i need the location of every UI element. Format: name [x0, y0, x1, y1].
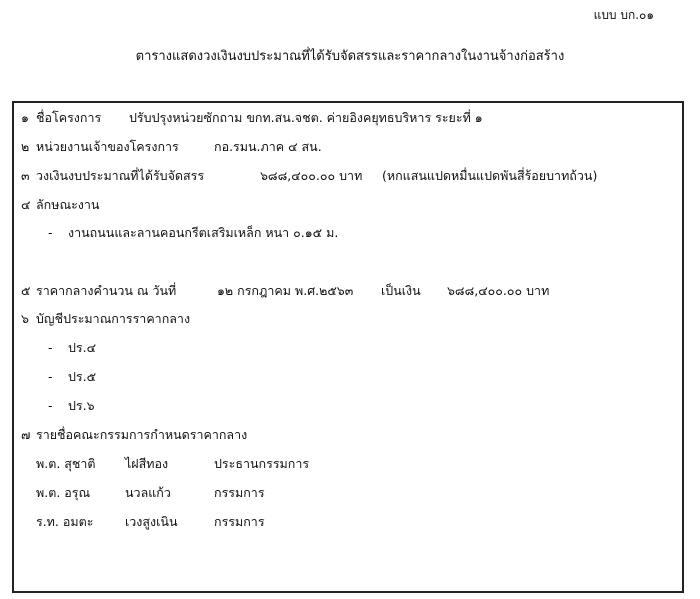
member-role: กรรมการ: [214, 485, 265, 500]
item-number: ๕: [21, 283, 31, 298]
item-number: ๓: [21, 168, 30, 183]
reference-date: ๑๒ กรกฎาคม พ.ศ.๒๕๖๓: [217, 283, 354, 298]
document-title: ตารางแสดงวงเงินงบประมาณที่ได้รับจัดสรรและราคากลางในงานจ้างก่อสร้าง: [135, 49, 565, 64]
budget-amount: ๖๘๘,๔๐๐.๐๐ บาท: [260, 168, 363, 183]
row-work: [14, 195, 674, 215]
bill-entry: ปร.๕: [68, 369, 97, 384]
member-surname: ไฝสีทอง: [125, 456, 169, 471]
money-label: เป็นเงิน: [381, 283, 421, 298]
member-name: ร.ท. อมตะ: [36, 514, 94, 529]
member-role: ประธานกรรมการ: [214, 456, 310, 471]
list-item: [14, 396, 674, 416]
item-label: บัญชีประมาณการราคากลาง: [36, 311, 191, 326]
item-number: ๔: [21, 197, 31, 212]
details-frame: [12, 101, 684, 593]
item-label: ราคากลางคำนวน ณ วันที่: [36, 283, 177, 298]
owner-name: กอ.รมน.ภาค ๔ สน.: [214, 139, 322, 154]
member-name: พ.ต. อรุณ: [36, 485, 91, 500]
committee-member: [14, 483, 674, 503]
member-name: พ.ต. สุชาติ: [36, 456, 96, 471]
bill-entry: ปร.๔: [68, 340, 97, 355]
item-number: ๑: [21, 110, 29, 125]
budget-amount-words: (หกแสนแปดหมื่นแปดพันสี่ร้อยบาทถ้วน): [382, 168, 598, 183]
member-surname: นวลแก้ว: [125, 485, 171, 500]
member-role: กรรมการ: [214, 514, 265, 529]
item-label: รายชื่อคณะกรรมการกำหนดราคากลาง: [36, 427, 248, 442]
row-reference-price: [14, 281, 674, 301]
bullet-dash: -: [48, 225, 53, 240]
item-number: ๗: [21, 427, 31, 442]
committee-member: [14, 512, 674, 532]
item-label: หน่วยงานเจ้าของโครงการ: [36, 139, 179, 154]
committee-member: [14, 454, 674, 474]
bullet-dash: -: [48, 369, 53, 384]
list-item: [14, 338, 674, 358]
item-number: ๖: [21, 311, 29, 326]
bullet-dash: -: [48, 340, 53, 355]
row-bill: [14, 309, 674, 329]
reference-amount: ๖๘๘,๔๐๐.๐๐ บาท: [447, 283, 550, 298]
member-surname: เวงสูงเนิน: [125, 514, 178, 529]
item-label: ชื่อโครงการ: [36, 110, 102, 125]
list-item: [14, 367, 674, 387]
row-committee: [14, 425, 674, 445]
item-number: ๒: [21, 139, 30, 154]
work-detail: งานถนนและลานคอนกรีตเสริมเหล็ก หนา ๐.๑๕ ม.: [68, 225, 339, 240]
item-label: ลักษณะงาน: [36, 197, 100, 212]
form-code: แบบ บก.๐๑: [593, 8, 654, 22]
row-project: [14, 108, 674, 128]
bullet-dash: -: [48, 398, 53, 413]
row-work-detail: [14, 223, 674, 243]
row-budget: [14, 166, 674, 186]
row-owner: [14, 137, 674, 157]
bill-entry: ปร.๖: [68, 398, 95, 413]
item-label: วงเงินงบประมาณที่ได้รับจัดสรร: [36, 168, 205, 183]
project-name: ปรับปรุงหน่วยซักถาม ขกท.สน.จชต. ค่ายอิงคยุทธบริหาร ระยะที่ ๑: [129, 110, 483, 125]
